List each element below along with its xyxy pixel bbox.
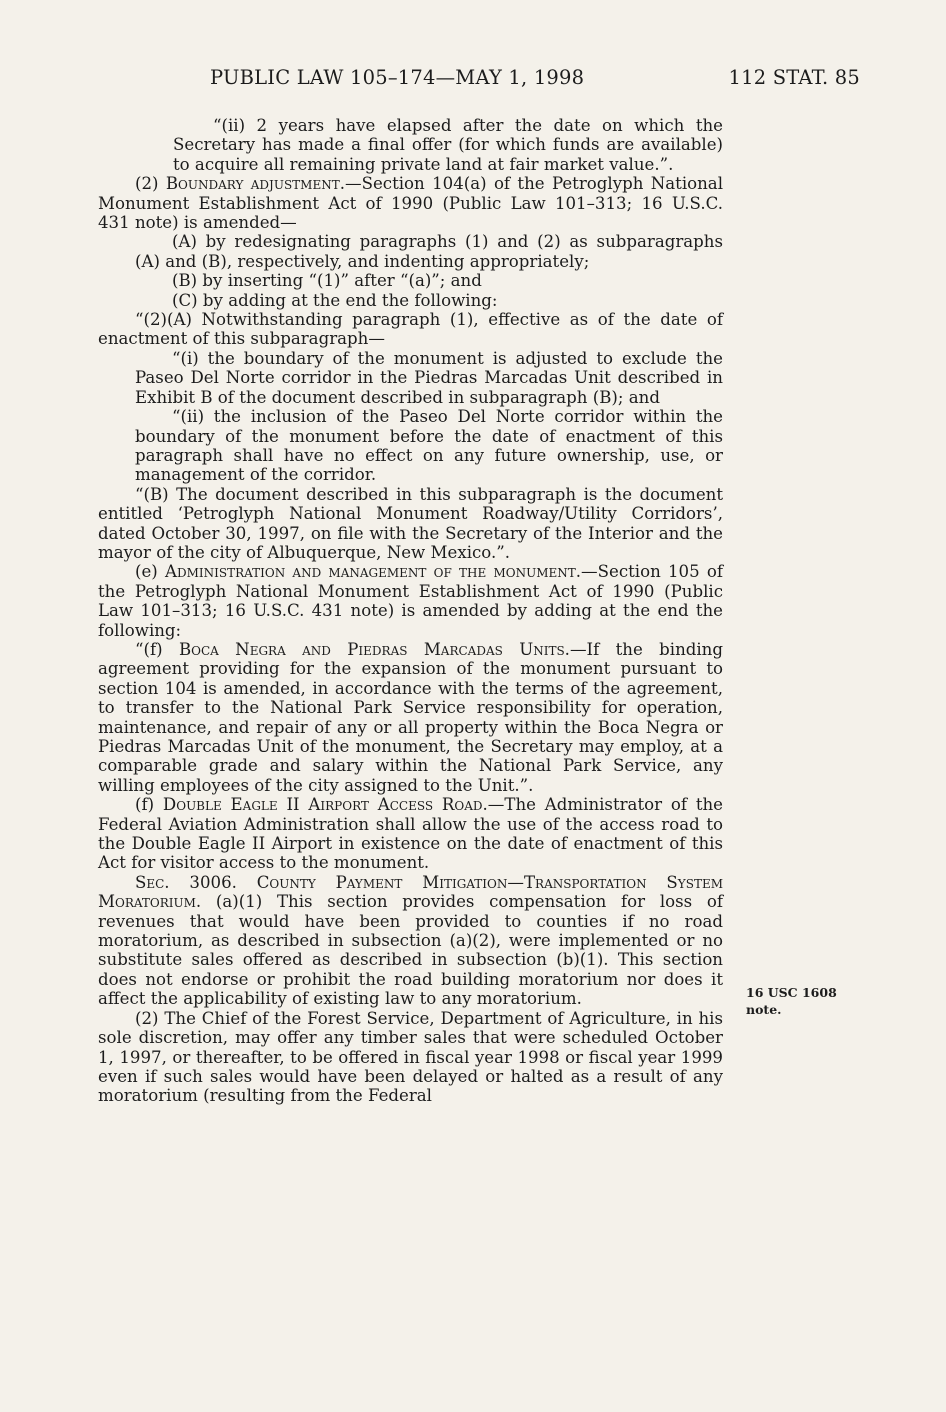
quoted-clause-i: “(i) the boundary of the monument is adjusted to exclude the Paseo Del Norte corridor in the Piedras Marcadas Unit described in Exhibit B of the document described in subparagraph (B); and <box>135 348 723 407</box>
subparagraph-c: (C) by adding at the end the following: <box>172 290 498 310</box>
paragraph-text: —Section 104(a) of the Petroglyph National Monument Establishment Act of 1990 (Public Law 101–313; 16 U.S.C. 431 note) is amended— <box>98 174 723 233</box>
paragraph-boundary-adjustment <box>98 174 723 232</box>
margin-citation-note <box>746 984 846 1018</box>
subsection-label: “(f) <box>135 639 179 659</box>
subparagraph-b: (B) by inserting “(1)” after “(a)”; and <box>172 271 482 291</box>
subsection-label: (f) <box>135 795 163 815</box>
subparagraph-a: (A) by redesignating paragraphs (1) and (2) as subparagraphs (A) and (B), respectively, and indenting appropriately; <box>135 232 723 271</box>
subsection-text: —If the binding agreement providing for the expansion of the monument pursuant to section 104 is amended, in accordance with the terms of the agreement, to transfer to the National Park Service responsibility for operation, maintenance, and repair of any or all property within the Boca Negra or Piedras Marcadas Unit of the monument, the Secretary may employ, at a comparable grade and salary within the National Park Service, any willing employees of the city assigned to the Unit.”. <box>98 639 723 795</box>
section-3006-paragraph-2: (2) The Chief of the Forest Service, Department of Agriculture, in his sole discretion, may offer any timber sales that were scheduled October 1, 1997, or thereafter, to be offered in fiscal year 1998 or fiscal year 1999 even if such sales would have been delayed or halted as a result of any moratorium (resulting from the Federal <box>98 1008 723 1106</box>
margin-note-line: 16 USC 1608 <box>746 985 837 1000</box>
header-stat-page: 112 STAT. 85 <box>728 66 860 89</box>
body-text <box>98 116 723 1106</box>
subsection-text: —Section 105 of the Petroglyph National Monument Establishment Act of 1990 (Public Law 101–313; 16 U.S.C. 431 note) is amended by adding at the end the following: <box>98 562 723 640</box>
paragraph-label: (2) <box>135 174 166 194</box>
subsection-label: (e) <box>135 562 165 582</box>
paragraph-heading: Boundary adjustment. <box>165 174 345 194</box>
section-text: (a)(1) This section provides compensation for loss of revenues that would have been provided to counties if no road moratorium, as described in subsection (a)(2), were implemented or no substitute sales offered as described in subsection (b)(1). This section does not endorse or prohibit the road building moratorium nor does it affect the applicability of existing law to any moratorium. <box>98 892 723 1009</box>
quoted-subparagraph-b: “(B) The document described in this subparagraph is the document entitled ‘Petroglyph National Monument Roadway/Utility Corridors’, dated October 30, 1997, on file with the Secretary of the Interior and the mayor of the city of Albuquerque, New Mexico.”. <box>98 484 723 562</box>
quoted-clause-ii: “(ii) the inclusion of the Paseo Del Norte corridor within the boundary of the monument before the date of enactment of this paragraph shall have no effect on any future ownership, use, or management of the corridor. <box>135 407 723 485</box>
subsection-e-administration <box>98 562 723 640</box>
quoted-paragraph-2a: “(2)(A) Notwithstanding paragraph (1), effective as of the date of enactment of this subparagraph— <box>98 310 723 349</box>
subsection-text: —The Administrator of the Federal Aviation Administration shall allow the use of the access road to the Double Eagle II Airport in existence on the date of enactment of this Act for visitor access to the monument. <box>98 795 723 873</box>
section-heading: Sec. 3006. County Payment Mitigation—Transportation System Moratorium. <box>98 872 723 912</box>
quoted-subsection-f-units <box>98 640 723 795</box>
section-3006 <box>98 873 723 1009</box>
subsection-heading: Boca Negra and Piedras Marcadas Units. <box>178 639 570 659</box>
clause-ii-time-limit: “(ii) 2 years have elapsed after the date on which the Secretary has made a final offer (for which funds are available) to acquire all remaining private land at fair market value.”. <box>173 116 723 174</box>
subsection-f-airport-road <box>98 795 723 873</box>
subsection-heading: Administration and management of the monument. <box>164 562 582 582</box>
subsection-heading: Double Eagle II Airport Access Road. <box>162 795 488 815</box>
header-title: PUBLIC LAW 105–174—MAY 1, 1998 <box>210 66 585 89</box>
running-header <box>210 66 860 89</box>
margin-note-line: note. <box>746 1002 782 1017</box>
